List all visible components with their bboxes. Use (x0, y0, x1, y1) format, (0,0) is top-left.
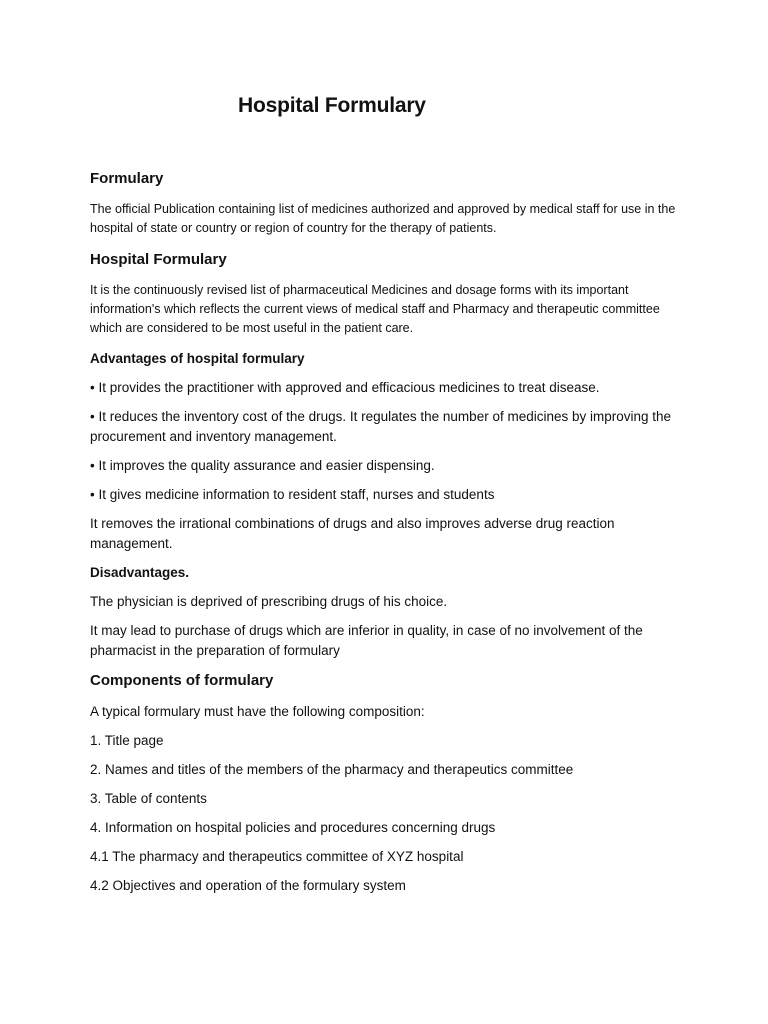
components-heading: Components of formulary (90, 672, 274, 689)
advantage-item: • It provides the practitioner with approved and efficacious medicines to treat disease. (90, 380, 600, 395)
page-title: Hospital Formulary (238, 94, 426, 117)
formulary-text: The official Publication containing list of medicines authorized and approved by medical staff for use in the hospital of state or country or region of country for the therapy of patients. (90, 202, 676, 235)
disadvantages-heading: Disadvantages. (90, 565, 190, 580)
advantages-extra: It removes the irrational combinations of drugs and also improves adverse drug reaction management. (90, 516, 615, 551)
component-item: 4. Information on hospital policies and procedures concerning drugs (90, 820, 496, 835)
hospital-formulary-heading: Hospital Formulary (90, 251, 227, 268)
component-item: 4.2 Objectives and operation of the formulary system (90, 878, 406, 893)
component-item: 3. Table of contents (90, 791, 207, 806)
components-intro: A typical formulary must have the following composition: (90, 704, 425, 719)
component-item: 2. Names and titles of the members of the pharmacy and therapeutics committee (90, 762, 574, 777)
component-item: 1. Title page (90, 733, 164, 748)
disadvantage-item: The physician is deprived of prescribing drugs of his choice. (90, 594, 448, 609)
advantage-item: • It improves the quality assurance and easier dispensing. (90, 458, 435, 473)
document-body (90, 168, 690, 905)
hospital-formulary-text: It is the continuously revised list of pharmaceutical Medicines and dosage forms with its important information's which reflects the current views of medical staff and Pharmacy and therapeutic committee which are considered to be most useful in the patient care. (90, 283, 660, 335)
component-item: 4.1 The pharmacy and therapeutics committee of XYZ hospital (90, 849, 464, 864)
disadvantage-item: It may lead to purchase of drugs which are inferior in quality, in case of no involvement of the pharmacist in the preparation of formulary (90, 623, 643, 658)
advantage-item: • It gives medicine information to resident staff, nurses and students (90, 487, 495, 502)
formulary-heading: Formulary (90, 170, 164, 187)
advantages-heading: Advantages of hospital formulary (90, 351, 305, 366)
advantage-item: • It reduces the inventory cost of the drugs. It regulates the number of medicines by improving the procurement and inventory management. (90, 409, 672, 444)
